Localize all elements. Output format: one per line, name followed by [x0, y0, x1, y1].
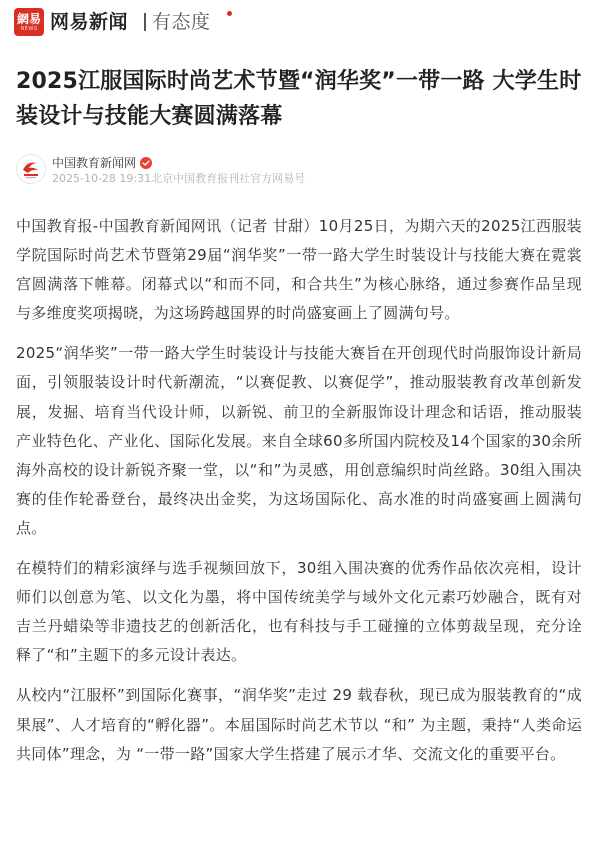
- top-header: [0, 0, 595, 44]
- brand-name[interactable]: 网易新闻: [50, 11, 129, 33]
- logo-glyph: 網易: [16, 11, 41, 26]
- netease-news-logo[interactable]: [14, 8, 44, 36]
- brand-divider: [144, 13, 146, 31]
- article-source: 中国教育报刊社官方网易号: [173, 172, 306, 185]
- author-name[interactable]: 中国教育新闻网: [52, 156, 137, 170]
- logo-sub: NEWS: [20, 25, 38, 32]
- registered-mark-icon: [227, 11, 232, 16]
- article-meta: [52, 172, 305, 186]
- china-education-news-logo-icon: [17, 155, 45, 183]
- paragraph: 2025“润华奖”一带一路大学生时装设计与技能大赛旨在开创现代时尚服饰设计新局面，引领服装设计时代新潮流，“以赛促教、以赛促学”，推动服装教育改革创新发展，发掘、培育当代设计师，以新锐、前卫的全新服饰设计理念和话语，推动服装产业特色化、产业化、国际化发展。来自全球60多所国内院校及14个国家的30余所海外高校的设计新锐齐聚一堂，以“和”为灵感，用创意编织时尚丝路。30组入围决赛的佳作轮番登台，最终决出金奖，为这场国际化、高水准的时尚盛宴画上圆满句点。: [16, 344, 582, 537]
- verified-badge-icon: [140, 157, 152, 169]
- paragraph: 在模特们的精彩演绎与选手视频回放下，30组入围决赛的优秀作品依次亮相，设计师们以创意为笔、以文化为墨，将中国传统美学与域外文化元素巧妙融合，既有对吉兰丹蜡染等非遗技艺的创新活化，也有科技与手工碰撞的立体剪裁呈现，充分诠释了“和”主题下的多元设计表达。: [16, 559, 582, 665]
- author-avatar[interactable]: [16, 154, 46, 184]
- brand-slogan: 有态度: [152, 11, 211, 33]
- paragraph: 从校内“江服杯”到国际化赛事，“润华奖”走过 29 载春秋，现已成为服装教育的“成果展”、人才培育的“孵化器”。本届国际时尚艺术节以 “和” 为主题，秉持“人类命运共同体”理念，为 “一带一路”国家大学生搭建了展示才华、交流文化的重要平台。: [16, 686, 582, 763]
- publish-datetime: 2025-10-28 19:31: [52, 172, 152, 185]
- publish-location: 北京: [151, 172, 174, 185]
- paragraph: 中国教育报-中国教育新闻网讯（记者 甘甜）10月25日，为期六天的2025江西服装学院国际时尚艺术节暨第29届“润华奖”一带一路大学生时装设计与技能大赛在霓裳宫圆满落下帷幕。闭幕式以“和而不同，和合共生”为核心脉络，通过参赛作品呈现与多维度奖项揭晓，为这场跨越国界的时尚盛宴画上了圆满句号。: [16, 217, 582, 323]
- article-title: 2025江服国际时尚艺术节暨“润华奖”一带一路 大学生时装设计与技能大赛圆满落幕: [16, 69, 582, 129]
- article-body: [16, 212, 582, 780]
